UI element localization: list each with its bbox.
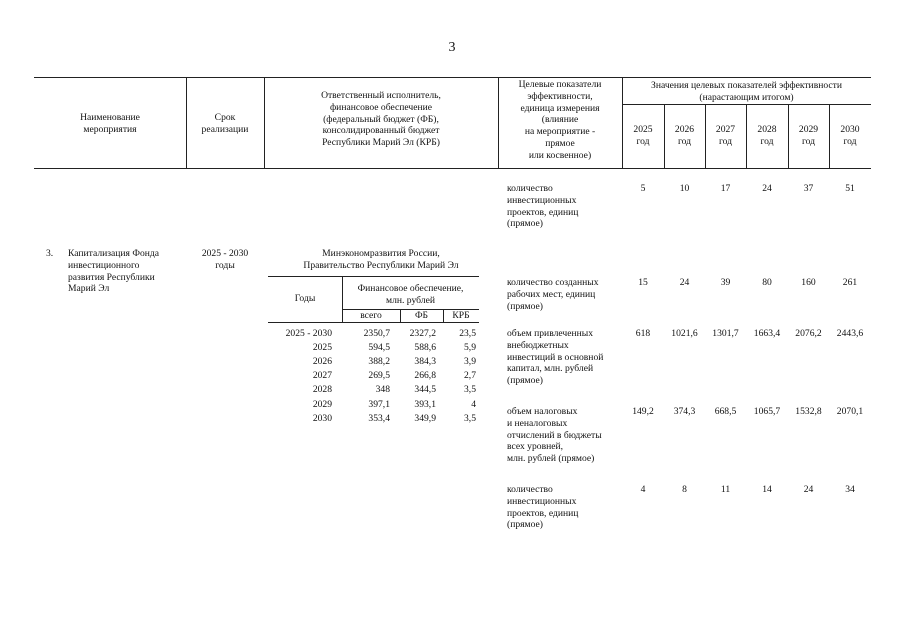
header-targets: Целевые показатели эффективности, единица измерения (влияние на мероприятие - прямое или косвенное) bbox=[518, 79, 602, 161]
indicator-label: количество инвестиционных проектов, единиц (прямое) bbox=[507, 183, 579, 230]
indicator-value: 2076,2 bbox=[795, 328, 822, 339]
fin-row-total: 594,5 bbox=[368, 342, 390, 353]
fin-row-fb: 349,9 bbox=[414, 413, 436, 424]
fin-header-financing: Финансовое обеспечение, млн. рублей bbox=[357, 283, 464, 306]
indicator-value: 2070,1 bbox=[836, 406, 864, 417]
fin-row-krb: 23,5 bbox=[459, 328, 476, 339]
indicator-label: количество инвестиционных проектов, единиц (прямое) bbox=[507, 484, 579, 531]
indicator-value: 1065,7 bbox=[753, 406, 781, 417]
indicator-value: 10 bbox=[679, 183, 690, 194]
indicator-value: 1021,6 bbox=[671, 328, 698, 339]
fin-row-fb: 588,6 bbox=[414, 342, 436, 353]
fin-row-fb: 393,1 bbox=[414, 399, 436, 410]
indicator-value: 1532,8 bbox=[795, 406, 822, 417]
fin-row-krb: 3,5 bbox=[464, 413, 476, 424]
indicator-value: 4 bbox=[640, 484, 646, 495]
header-top-rule bbox=[34, 77, 871, 78]
fin-row-total: 388,2 bbox=[368, 356, 390, 367]
indicator-value: 39 bbox=[720, 277, 731, 288]
indicator-value: 24 bbox=[803, 484, 814, 495]
indicator-value: 374,3 bbox=[673, 406, 696, 417]
indicator-value: 17 bbox=[720, 183, 731, 194]
indicator-value: 5 bbox=[640, 183, 646, 194]
header-year: 2026 год bbox=[674, 124, 695, 147]
fin-row-year: 2027 bbox=[312, 370, 332, 381]
fin-bottom-rule bbox=[268, 322, 479, 323]
fin-row-total: 269,5 bbox=[368, 370, 390, 381]
fin-row-total: 353,4 bbox=[368, 413, 390, 424]
row-number: 3. bbox=[46, 248, 54, 259]
header-name: Наименование мероприятия bbox=[80, 112, 140, 135]
fin-header-years: Годы bbox=[294, 293, 316, 304]
fin-row-year: 2029 bbox=[312, 399, 332, 410]
indicator-label: количество созданных рабочих мест, единиц (прямое) bbox=[507, 277, 599, 312]
header-year: 2027 год bbox=[715, 124, 736, 147]
activity-term: 2025 - 2030 годы bbox=[201, 248, 249, 271]
fin-row-year: 2026 bbox=[312, 356, 332, 367]
fin-row-krb: 4 bbox=[471, 399, 476, 410]
header-year: 2030 год bbox=[840, 124, 860, 147]
fin-top-rule bbox=[268, 276, 479, 277]
fin-row-year: 2025 bbox=[312, 342, 332, 353]
fin-row-year: 2030 bbox=[312, 413, 332, 424]
fin-row-total: 2350,7 bbox=[363, 328, 390, 339]
activity-executor: Минэкономразвития России, Правительство Республики Марий Эл bbox=[303, 248, 459, 271]
fin-row-fb: 266,8 bbox=[414, 370, 436, 381]
fin-row-fb: 344,5 bbox=[414, 384, 436, 395]
fin-header-krb: КРБ bbox=[452, 310, 470, 321]
indicator-value: 149,2 bbox=[632, 406, 654, 417]
indicator-label: объем налоговых и неналоговых отчислений в бюджеты всех уровней, млн. рублей (прямое) bbox=[507, 406, 602, 465]
fin-row-krb: 3,5 bbox=[464, 384, 476, 395]
indicator-value: 80 bbox=[762, 277, 772, 288]
indicator-value: 261 bbox=[842, 277, 858, 288]
indicator-value: 34 bbox=[845, 484, 855, 495]
indicator-value: 11 bbox=[720, 484, 731, 495]
fin-row-krb: 3,9 bbox=[464, 356, 476, 367]
page-number: 3 bbox=[448, 40, 456, 55]
fin-row-year: 2025 - 2030 bbox=[285, 328, 332, 339]
fin-row-year: 2028 bbox=[312, 384, 332, 395]
header-bottom-rule bbox=[34, 168, 871, 169]
indicator-value: 37 bbox=[803, 183, 814, 194]
activity-name: Капитализация Фонда инвестиционного развития Республики Марий Эл bbox=[68, 248, 160, 295]
indicator-value: 15 bbox=[638, 277, 648, 288]
header-year: 2029 год bbox=[798, 124, 819, 147]
indicator-value: 24 bbox=[762, 183, 772, 194]
indicator-value: 24 bbox=[679, 277, 690, 288]
indicator-value: 160 bbox=[801, 277, 816, 288]
fin-header-total: всего bbox=[360, 310, 382, 321]
header-values: Значения целевых показателей эффективности (нарастающим итогом) bbox=[651, 80, 842, 103]
fin-row-krb: 2,7 bbox=[464, 370, 476, 381]
indicator-value: 618 bbox=[635, 328, 651, 339]
indicator-value: 668,5 bbox=[714, 406, 737, 417]
indicator-value: 8 bbox=[682, 484, 687, 495]
indicator-value: 1663,4 bbox=[753, 328, 781, 339]
fin-row-fb: 384,3 bbox=[414, 356, 436, 367]
header-executor: Ответственный исполнитель, финансовое обеспечение (федеральный бюджет (ФБ), консолидированный бюджет Республики Марий Эл (КРБ) bbox=[321, 90, 441, 149]
fin-row-total: 397,1 bbox=[368, 399, 390, 410]
indicator-value: 1301,7 bbox=[712, 328, 739, 339]
header-year: 2028 год bbox=[757, 124, 777, 147]
indicator-value: 2443,6 bbox=[836, 328, 864, 339]
indicator-value: 51 bbox=[845, 183, 855, 194]
fin-row-krb: 5,9 bbox=[464, 342, 476, 353]
indicator-label: объем привлеченных внебюджетных инвестиций в основной капитал, млн. рублей (прямое) bbox=[507, 328, 604, 387]
indicator-value: 14 bbox=[762, 484, 772, 495]
fin-row-total: 348 bbox=[375, 384, 390, 395]
fin-header-fb: ФБ bbox=[414, 310, 429, 321]
fin-row-fb: 2327,2 bbox=[409, 328, 436, 339]
header-year: 2025 год bbox=[633, 124, 653, 147]
header-term: Срок реализации bbox=[201, 112, 249, 135]
